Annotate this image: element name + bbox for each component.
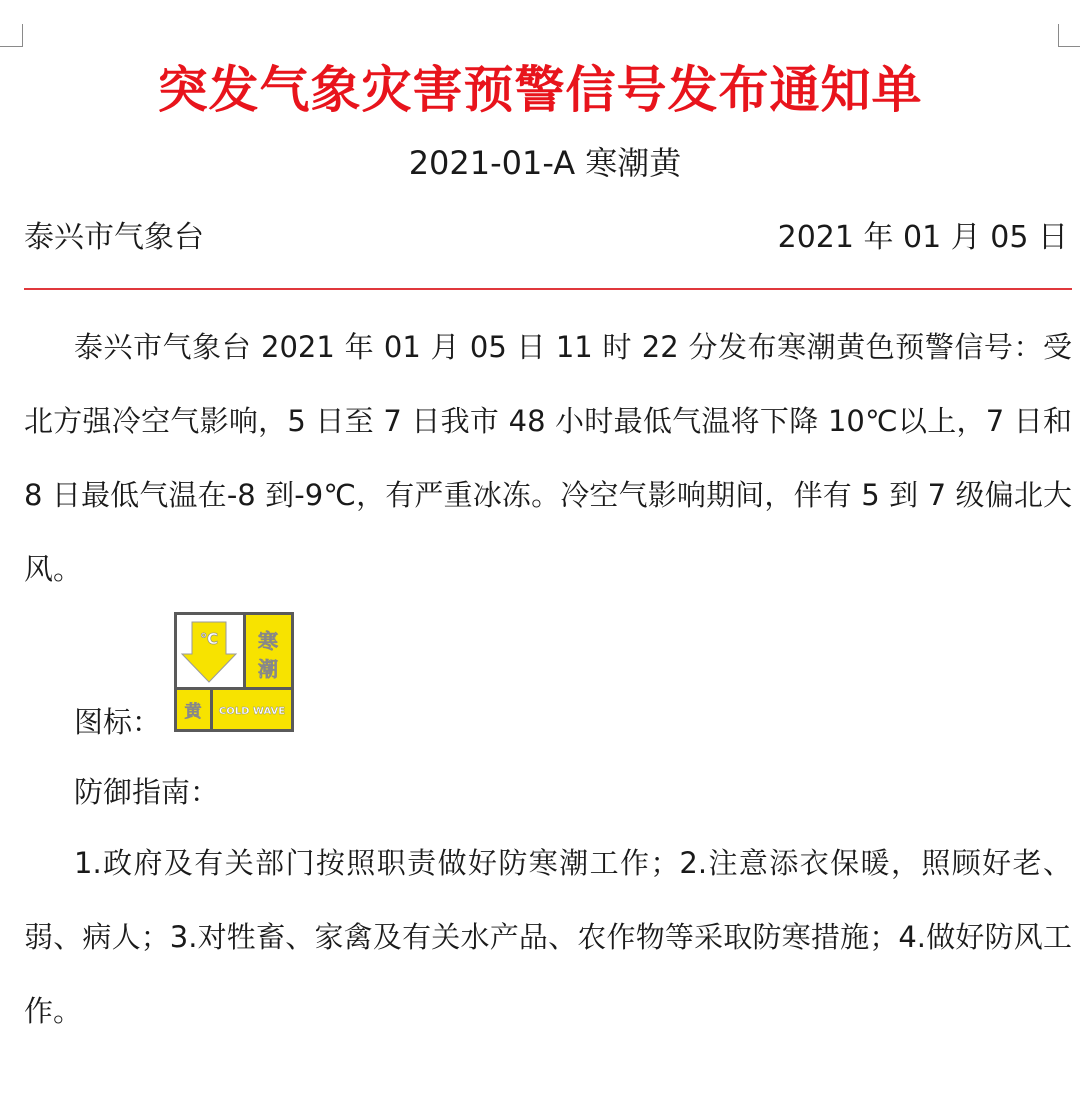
notice-body	[24, 310, 1072, 606]
crop-mark-right	[1058, 24, 1080, 47]
guide-heading: 防御指南：	[74, 775, 220, 809]
icon-chinese-text-1: 寒	[258, 629, 278, 653]
icon-row	[74, 612, 474, 742]
header-divider	[24, 288, 1072, 290]
notice-paragraph: 泰兴市气象台 2021 年 01 月 05 日 11 时 22 分发布寒潮黄色预警信号：受北方强冷空气影响，5 日至 7 日我市 48 小时最低气温将下降 10℃以上，7 日和 8 日最低气温在-8 到-9℃，有严重冰冻。冷空气影响期间，伴有 5 到 7 级偏北大风。	[24, 330, 1072, 586]
document-subtitle: 2021-01-A 寒潮黄	[408, 144, 682, 182]
issue-date: 2021 年 01 月 05 日	[777, 220, 1068, 255]
issuer-name: 泰兴市气象台	[24, 220, 204, 255]
document-title: 突发气象灾害预警信号发布通知单	[157, 61, 923, 119]
guide-paragraph: 1.政府及有关部门按照职责做好防寒潮工作；2.注意添衣保暖，照顾好老、弱、病人；3.对牲畜、家禽及有关水产品、农作物等采取防寒措施；4.做好防风工作。	[24, 846, 1072, 1028]
cold-wave-warning-icon	[174, 612, 294, 732]
degree-glyph: ℃	[199, 630, 219, 648]
crop-mark-left	[0, 24, 23, 47]
icon-label: 图标：	[74, 705, 162, 739]
icon-chinese-text-2: 潮	[258, 657, 278, 681]
guide-body	[24, 826, 1072, 1048]
icon-level-text: 黄	[184, 702, 202, 722]
icon-english-text: COLD WAVE	[218, 706, 286, 717]
